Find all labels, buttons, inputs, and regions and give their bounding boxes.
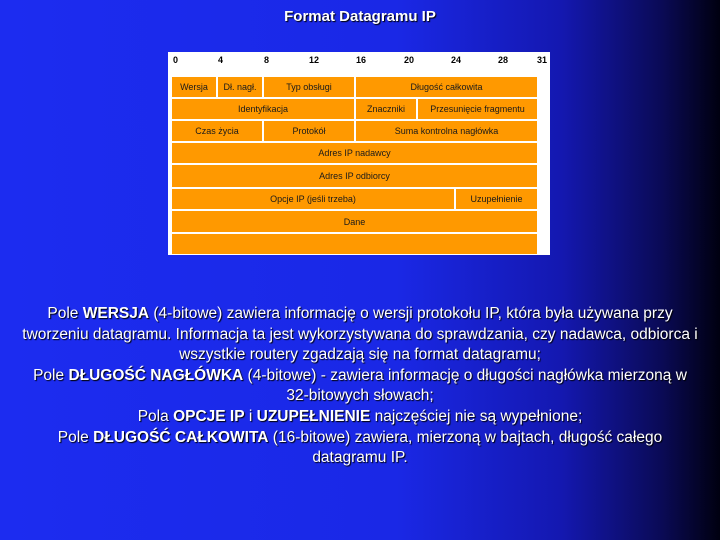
- field-czas-zycia: Czas życia: [171, 120, 263, 142]
- text-segment: (16-bitowe) zawiera, mierzoną w bajtach, długość całego datagramu IP.: [268, 428, 663, 467]
- field-empty: [171, 233, 538, 255]
- description-dlugosc-calkowita: [22, 428, 698, 469]
- field-znaczniki: Znaczniki: [355, 98, 417, 120]
- text-segment: (4-bitowe) zawiera informację o wersji protokołu IP, która była używana przy tworzeniu datagramu. Informacja ta jest wykorzystywana do sprawdzania, czy nadawca, odbiorca i wszystkie routery zgadzają się na format datagramu;: [22, 305, 698, 364]
- term-dlugosc-calkowita: DŁUGOŚĆ CAŁKOWITA: [93, 428, 269, 446]
- bit-label: 12: [309, 55, 320, 65]
- ip-datagram-diagram: [168, 52, 550, 255]
- field-przesuniecie-fragmentu: Przesunięcie fragmentu: [417, 98, 538, 120]
- bit-label: 16: [356, 55, 367, 65]
- field-dlugosc-calkowita: Długość całkowita: [355, 76, 538, 98]
- datagram-grid: [171, 76, 538, 255]
- text-segment: Pole: [47, 305, 83, 322]
- field-typ-obslugi: Typ obsługi: [263, 76, 355, 98]
- field-adres-nadawcy: Adres IP nadawcy: [171, 142, 538, 164]
- bit-label: 0: [173, 55, 179, 65]
- bit-label: 28: [498, 55, 509, 65]
- text-segment: najczęściej nie są wypełnione;: [370, 407, 583, 425]
- description-text: [22, 304, 698, 469]
- term-opcje-ip: OPCJE IP: [173, 407, 245, 425]
- slide-title: Format Datagramu IP: [284, 8, 436, 25]
- text-segment: Pole: [57, 428, 94, 446]
- term-uzupelnienie: UZUPEŁNIENIE: [256, 407, 371, 425]
- text-segment: Pole: [33, 366, 69, 384]
- field-wersja: Wersja: [171, 76, 217, 98]
- bit-label: 4: [218, 55, 224, 65]
- bit-label: 24: [451, 55, 462, 65]
- field-identyfikacja: Identyfikacja: [171, 98, 355, 120]
- field-adres-odbiorcy: Adres IP odbiorcy: [171, 164, 538, 188]
- description-dlugosc-naglowka: [22, 366, 698, 407]
- field-opcje-ip: Opcje IP (jeśli trzeba): [171, 188, 455, 210]
- bit-label: 8: [264, 55, 270, 65]
- term-dlugosc-naglowka: DŁUGOŚĆ NAGŁÓWKA: [68, 366, 244, 384]
- bit-label: 20: [404, 55, 415, 65]
- bit-scale: [168, 52, 550, 74]
- field-suma-kontrolna: Suma kontrolna nagłówka: [355, 120, 538, 142]
- text-segment: (4-bitowe) - zawiera informację o długości nagłówka mierzoną w 32-bitowych słowach;: [243, 366, 687, 405]
- text-segment: Pola: [137, 407, 174, 425]
- description-wersja: [22, 304, 698, 366]
- description-opcje: [22, 407, 698, 428]
- field-protokol: Protokół: [263, 120, 355, 142]
- field-dane: Dane: [171, 210, 538, 233]
- bit-label: 31: [537, 55, 548, 65]
- text-segment: i: [244, 407, 257, 425]
- field-uzupelnienie: Uzupełnienie: [455, 188, 538, 210]
- field-dl-naglowka: Dł. nagł.: [217, 76, 263, 98]
- term-wersja: WERSJA: [82, 305, 150, 322]
